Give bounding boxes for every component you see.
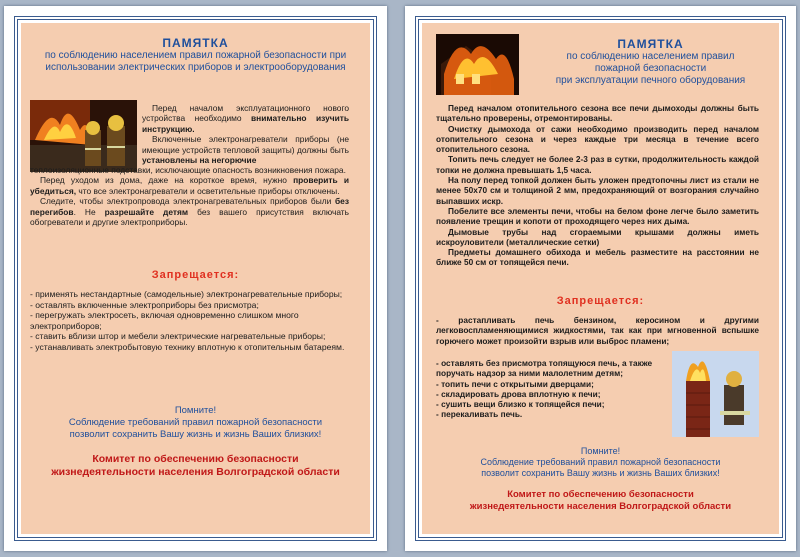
- left-page: [4, 6, 387, 551]
- paragraph: Дымовые трубы над сгораемыми крышами должны иметь искроуловители (металлические сетки): [436, 226, 759, 247]
- paragraph: На полу перед топкой должен быть уложен предтопочны лист из стали не менее 50х70 см и толщиной 2 мм, предохраняющий от возгорания случайно выпавших искр.: [436, 175, 759, 206]
- committee-line-1: Комитет по обеспечению безопасности: [507, 489, 694, 500]
- firefighters-photo: [30, 100, 137, 172]
- list-item: - перегружать электросеть, включая одновременно слишком много электроприборов;: [30, 310, 299, 331]
- list-item: - перекаливать печь.: [436, 409, 523, 420]
- leaflet-subtitle: [522, 51, 779, 87]
- left-leaflet: [21, 23, 370, 534]
- list-item: - складировать дрова вплотную к печи;: [436, 388, 601, 399]
- committee-block: [21, 453, 370, 479]
- list-item: - топить печи с открытыми дверцами;: [436, 378, 594, 389]
- subtitle-line-3: при эксплуатации печного оборудования: [555, 75, 746, 86]
- p4-mid: . Не: [73, 206, 105, 217]
- leaflet-title: ПАМЯТКА: [162, 36, 229, 50]
- list-item: - устанавливать электробытовую технику вплотную к отопительным батареям.: [30, 341, 345, 352]
- p3-tail: что все электронагреватели и осветительные приборы отключены.: [76, 185, 340, 196]
- forbidden-heading: Запрещается:: [556, 295, 645, 307]
- paragraph: Перед началом отопительного сезона все печи дымоходы должны быть тщательно проверены, отремонтированы.: [436, 103, 759, 124]
- list-item: - применять нестандартные (самодельные) электронагревательные приборы;: [30, 289, 343, 299]
- remember-line-2: позволит сохранить Вашу жизнь и жизнь Ваших близких!: [69, 429, 322, 440]
- main-text: [436, 103, 759, 268]
- committee-line-2: жизнедеятельности населения Волгоградской области: [51, 466, 340, 478]
- p2-tail: теплоизоляционные подставки, исключающие опасность возникновения пожара.: [30, 165, 346, 175]
- p1-text: Перед началом эксплуатационного нового устройства необходимо: [142, 103, 349, 124]
- forbidden-heading: Запрещается:: [151, 269, 240, 281]
- main-text: [30, 165, 349, 227]
- list-item: - растапливать печь бензином, керосином и другими легковоспламеняющимися жидкостями, так как при мгновенной вспышке горючего может произойти взрыв или выброс пламени;: [436, 315, 759, 346]
- forbidden-list: [30, 289, 349, 353]
- remember-line-1: Соблюдение требований правил пожарной безопасности: [480, 457, 721, 467]
- remember-line-1: Соблюдение требований правил пожарной безопасности: [68, 417, 323, 428]
- right-page: [405, 6, 796, 551]
- paragraph: Предметы домашнего обихода и мебель разместите на расстоянии не ближе 50 см от топящейся печи.: [436, 247, 759, 268]
- right-leaflet: [422, 23, 779, 534]
- committee-block: [422, 489, 779, 513]
- remember-heading: Помните!: [174, 405, 217, 416]
- paragraph: Очистку дымохода от сажи необходимо производить перед началом отопительного сезона и через каждые три месяца в течение всего отопительного сезона.: [436, 123, 759, 155]
- subtitle-line-1: по соблюдению населением правил: [566, 51, 735, 62]
- p1-bold: внимательно изучить инструкцию.: [142, 113, 349, 134]
- forbidden-list-top: [436, 315, 759, 346]
- remember-block: [422, 446, 779, 479]
- list-item: - ставить вблизи штор и мебели электрические нагревательные приборы;: [30, 331, 326, 342]
- committee-line-1: Комитет по обеспечению безопасности: [92, 453, 299, 465]
- committee-line-2: жизнедеятельности населения Волгоградской области: [469, 501, 732, 512]
- forbidden-list-rest: [436, 358, 668, 420]
- remember-block: [21, 405, 370, 441]
- p3-bold: проверить и убедиться,: [30, 175, 349, 196]
- remember-line-2: позволит сохранить Вашу жизнь и жизнь Ваших близких!: [481, 468, 720, 478]
- paragraph: Топить печь следует не более 2-3 раз в сутки, продолжительность каждой топки не должна превышать 1,5 часа.: [436, 154, 759, 175]
- leaflet-subtitle: по соблюдению населением правил пожарной безопасности при использовании электрических приборов и электрооборудования: [44, 50, 347, 73]
- burning-house-photo: [436, 34, 519, 95]
- paragraph: Побелите все элементы печи, чтобы на белом фоне легче было заметить появление трещин и копоти от проходящего через них дыма.: [436, 205, 759, 227]
- subtitle-line-2: пожарной безопасности: [594, 63, 707, 74]
- p2-bold: установлены на негорючие: [142, 155, 257, 166]
- intro-text: [142, 103, 349, 165]
- p3-text: Перед уходом из дома, даже на короткое время, нужно: [40, 175, 294, 186]
- chimney-fire-photo: [672, 351, 759, 437]
- p4-bold-1: без перегибов: [30, 196, 349, 217]
- p4-tail: без вашего присутствия включать обогреватели и другие электроприборы.: [30, 206, 350, 228]
- leaflet-title: ПАМЯТКА: [617, 37, 684, 51]
- list-item: - сушить вещи близко к топящейся печи;: [436, 399, 605, 410]
- remember-heading: Помните!: [580, 446, 621, 456]
- p2-text: Включенные электронагреватели приборы (не имеющие устройств тепловой защиты) должны быть: [142, 134, 349, 155]
- list-item: - оставлять без присмотра топящуюся печь, а также поручать надзор за ними малолетним детям;: [436, 358, 653, 379]
- list-item: - оставлять включенные электроприборы без присмотра;: [30, 299, 259, 310]
- p4-bold-2: разрешайте детям: [104, 206, 189, 217]
- p4-text: Следите, чтобы электропровода электронагревательных приборов были: [40, 196, 335, 207]
